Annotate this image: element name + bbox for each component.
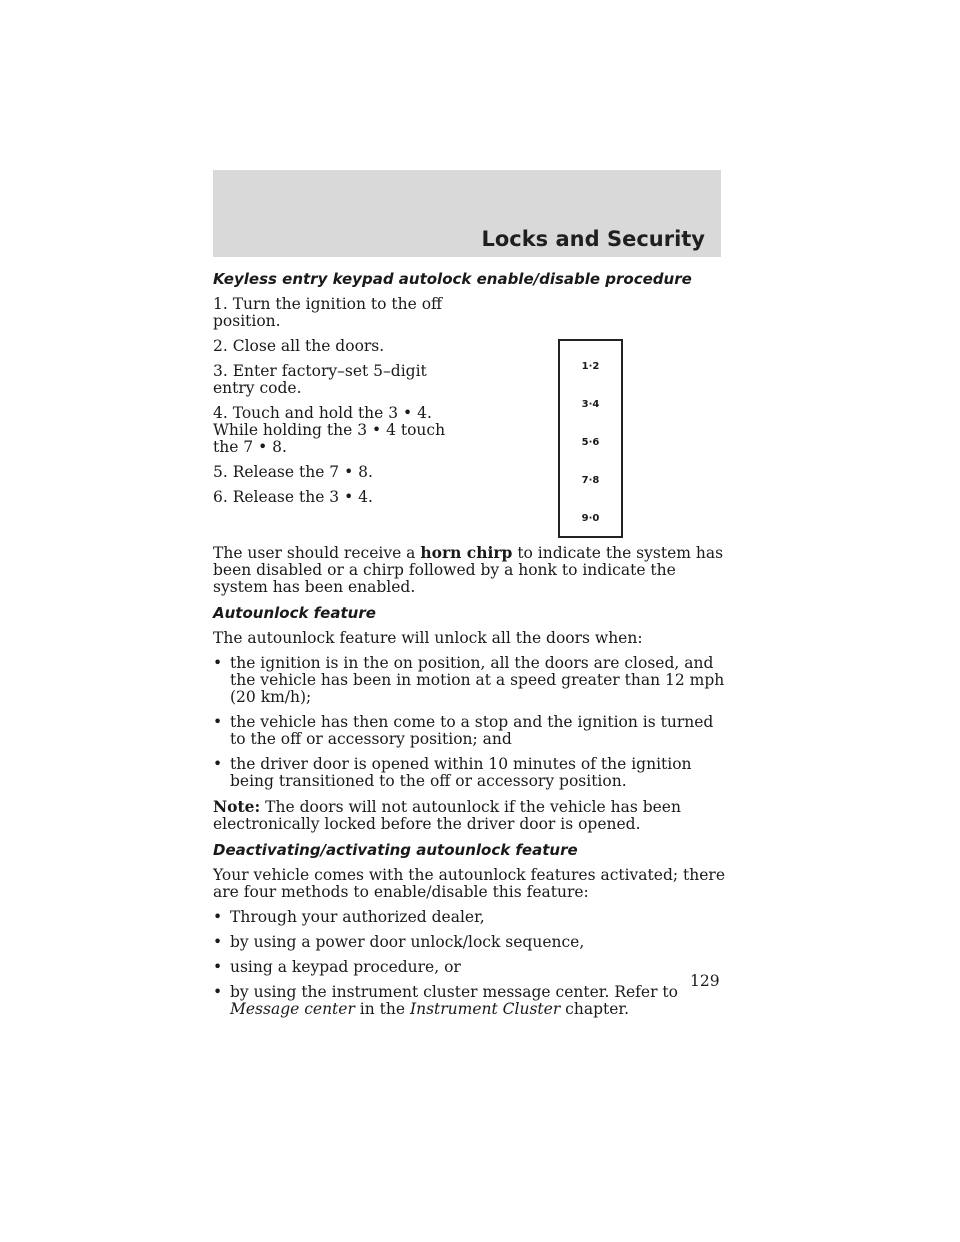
keypad-key-7-8: 7·8 <box>581 475 600 486</box>
keypad-key-1-2: 1·2 <box>581 361 600 372</box>
section-header-band <box>213 170 721 257</box>
page-content <box>213 270 725 1026</box>
bullet-glyph: • <box>213 713 223 731</box>
keyless-result-paragraph: The user should receive a horn chirp to indicate the system has been disabled or a chirp followed by a honk to indicate the system has been enabled. <box>213 543 724 596</box>
list-item: • by using the instrument cluster message center. Refer to Message center in the Instrument Cluster chapter. <box>213 983 678 1018</box>
step-5: 5. Release the 7 • 8. <box>213 463 373 481</box>
note-label: Note: <box>213 797 261 816</box>
instrument-cluster-reference: Instrument Cluster <box>409 1000 561 1018</box>
deactivating-heading: Deactivating/activating autounlock feature <box>213 841 578 859</box>
bullet-glyph: • <box>213 755 223 773</box>
keypad-key-3-4: 3·4 <box>581 399 600 410</box>
keypad-illustration <box>558 339 623 538</box>
message-center-reference: Message center <box>230 1000 355 1018</box>
bullet-glyph: • <box>213 933 223 951</box>
bullet-glyph: • <box>213 654 223 672</box>
autounlock-intro: The autounlock feature will unlock all the doors when: <box>213 629 643 647</box>
keyless-steps-section <box>213 295 725 524</box>
step-6: 6. Release the 3 • 4. <box>213 488 373 506</box>
list-item: • the ignition is in the on position, all the doors are closed, and the vehicle has been in motion at a speed greater than 12 mph (20 km/h); <box>213 654 725 706</box>
autounlock-heading: Autounlock feature <box>213 604 376 622</box>
deactivating-intro: Your vehicle comes with the autounlock features activated; there are four methods to enable/disable this feature: <box>213 866 725 901</box>
section-title: Locks and Security <box>481 227 705 251</box>
bullet-glyph: • <box>213 983 223 1001</box>
keypad-key-5-6: 5·6 <box>581 437 600 448</box>
deactivating-methods-list <box>213 909 725 1018</box>
autounlock-note: Note: The doors will not autounlock if the vehicle has been electronically locked before the driver door is opened. <box>213 797 681 833</box>
list-item: • Through your authorized dealer, <box>213 908 485 926</box>
step-4: 4. Touch and hold the 3 • 4. While holding the 3 • 4 touch the 7 • 8. <box>213 404 446 456</box>
step-3: 3. Enter factory–set 5–digit entry code. <box>213 362 427 397</box>
list-item: • the driver door is opened within 10 minutes of the ignition being transitioned to the off or accessory position. <box>213 755 692 790</box>
step-2: 2. Close all the doors. <box>213 337 385 355</box>
keyless-steps <box>213 296 473 506</box>
page-number: 129 <box>690 972 720 990</box>
bullet-glyph: • <box>213 958 223 976</box>
list-item: • using a keypad procedure, or <box>213 958 461 976</box>
list-item: • by using a power door unlock/lock sequence, <box>213 933 585 951</box>
horn-chirp-term: horn chirp <box>420 543 513 562</box>
keyless-heading: Keyless entry keypad autolock enable/disable procedure <box>213 270 692 288</box>
step-1: 1. Turn the ignition to the off position. <box>213 295 443 330</box>
list-item: • the vehicle has then come to a stop and the ignition is turned to the off or accessory position; and <box>213 713 714 748</box>
autounlock-conditions-list <box>213 655 725 790</box>
keypad-key-9-0: 9·0 <box>581 513 600 524</box>
bullet-glyph: • <box>213 908 223 926</box>
